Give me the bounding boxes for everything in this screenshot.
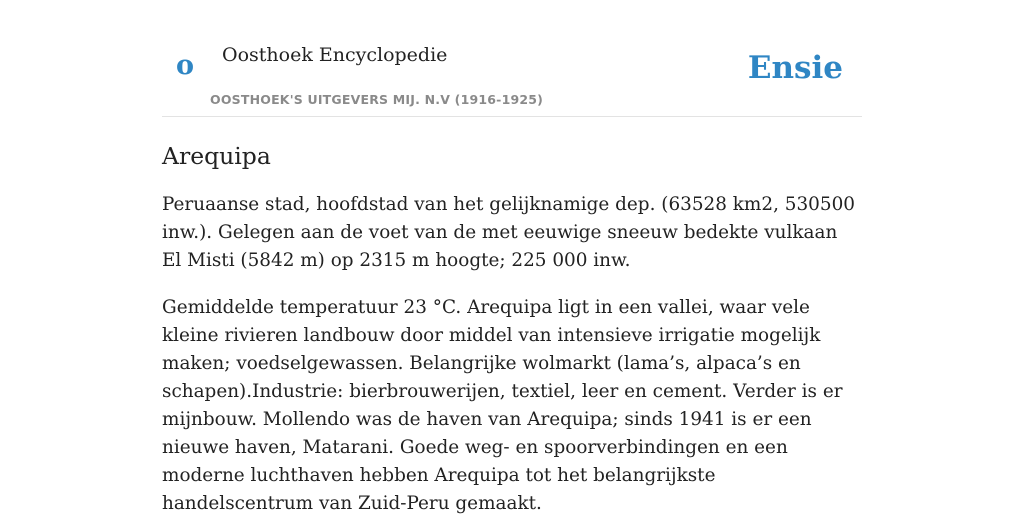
article-paragraph-1: Peruaanse stad, hoofdstad van het gelijknamige dep. (63528 km2, 530500 inw.). Gelegen aan de voet van de met eeuwige sneeuw bedekte vulkaan El Misti (5842 m) op 2315 m hoogte; 225 000 inw. [162,194,855,272]
site-logo-icon[interactable]: o [176,50,195,81]
brand-logo[interactable]: Ensie [747,50,843,86]
page [162,0,862,518]
site-header [162,0,862,117]
publisher-subtitle: OOSTHOEK'S UITGEVERS MIJ. N.V (1916-1925) [210,92,544,107]
article-title: Arequipa [162,142,271,170]
site-title[interactable]: Oosthoek Encyclopedie [222,44,448,66]
article-paragraph-2: Gemiddelde temperatuur 23 °C. Arequipa ligt in een vallei, waar vele kleine rivieren landbouw door middel van intensieve irrigatie mogelijk maken; voedselgewassen. Belangrijke wolmarkt (lama’s, alpaca’s en schapen).Industrie: bierbrouwerijen, textiel, leer en cement. Verder is er mijnbouw. Mollendo was de haven van Arequipa; sinds 1941 is er een nieuwe haven, Matarani. Goede weg- en spoorverbindingen en een moderne luchthaven hebben Arequipa tot het belangrijkste handelscentrum van Zuid-Peru gemaakt. [162,297,843,515]
